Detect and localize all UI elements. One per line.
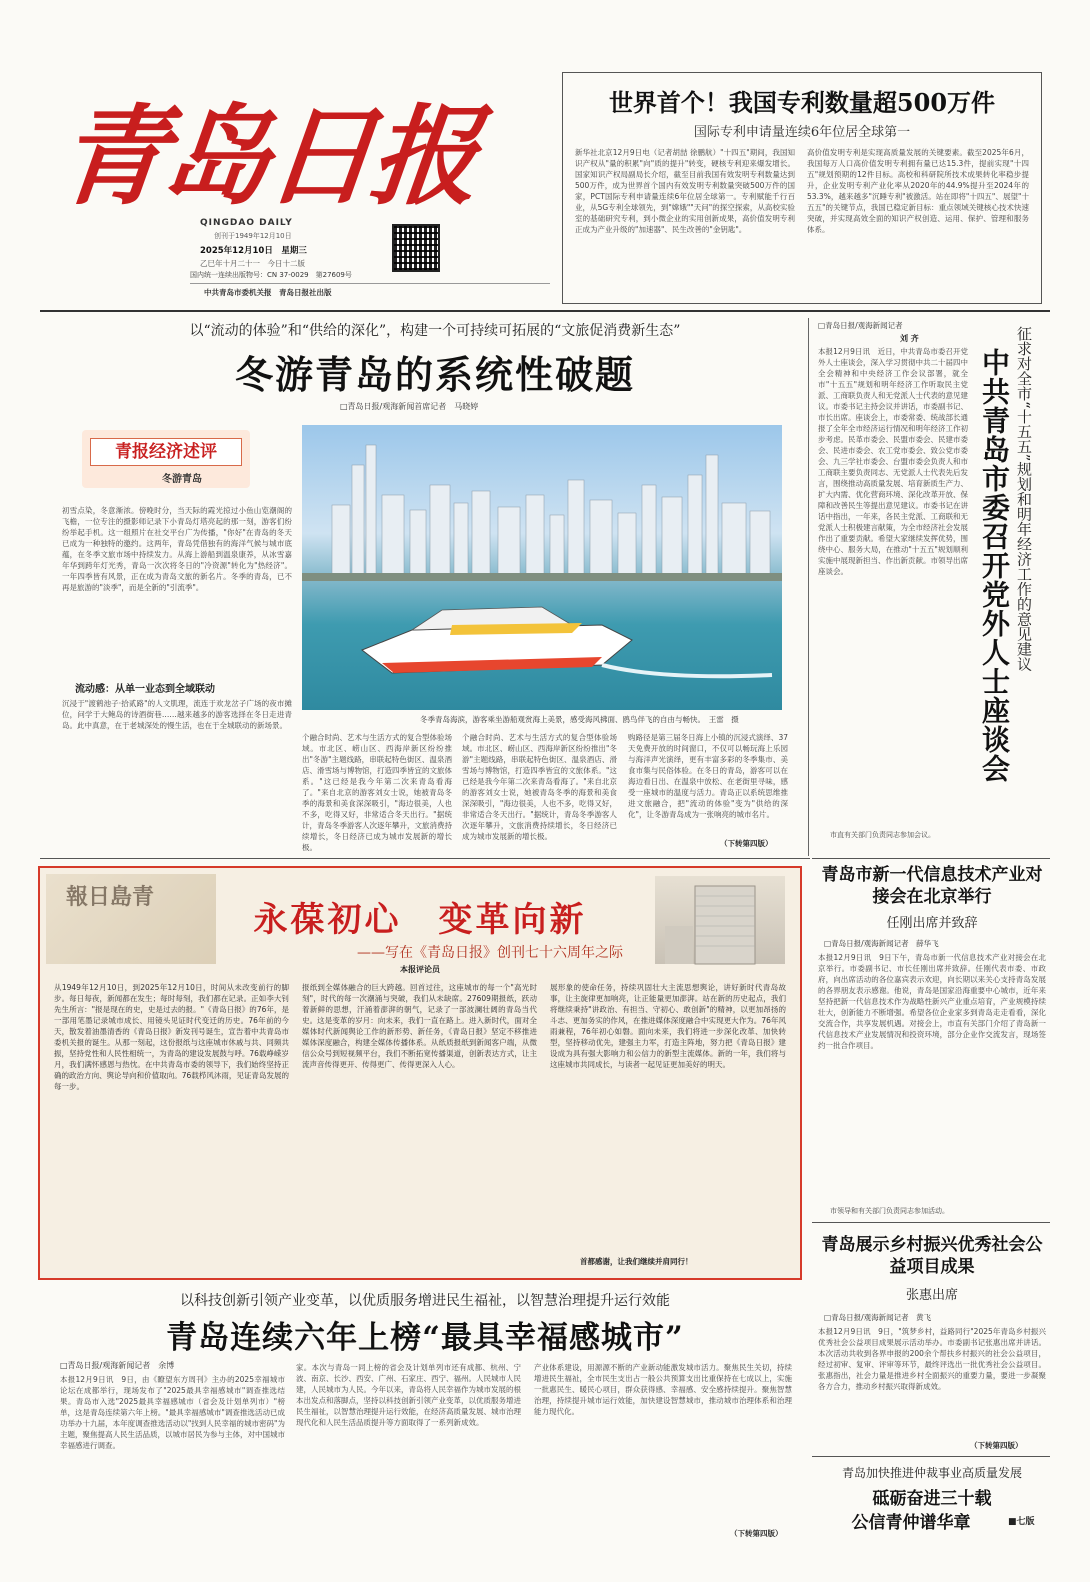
rural-subhead: 张惠出席 <box>905 1288 958 1303</box>
masthead <box>52 70 500 220</box>
winter-col3: 购路径是第三届冬日海上小镇的沉浸式演绎、37天免费开放的时间窗口，不仅可以畅玩海上乐园与海洋声光演绎，更有丰富多彩的冬季集市、美食市集与民俗体验。在冬日的青岛，游客可以在海边看日出、在温泉中放松、在老街里寻味，感受一座城市的温度与活力。青岛正以系统思维推进文旅融合，把"流动的体验"变为"供给的深化"，让冬游青岛成为一张响亮的城市名片。 <box>628 733 788 819</box>
rural-headline: 青岛展示乡村振兴优秀社会公益项目成果 <box>821 1235 1043 1277</box>
issue-number: 第27609号 <box>315 271 352 279</box>
top-right-story <box>562 72 1042 304</box>
winter-col2b: 个融合时尚、艺术与生活方式的复合型体验场域。市北区、崂山区、西海岸新区纷纷推出"冬游"主题线路，串联起特色街区、温泉酒店、滑雪场与博物馆，打造四季皆宜的文旅体系。"这已经是我今年第二次来青岛看海了。"来自北京的游客刘女士说，她被青岛冬季的海景和美食深深吸引，"海边很美，人也不多，吃得又好，非常适合冬天出行。"据统计，青岛冬季游客人次逐年攀升，文旅消费持续增长，冬日经济已成为城市发展新的增长极。 <box>462 733 617 841</box>
cppcc-reporter: 刘 齐 <box>900 334 919 343</box>
winter-byline: □青岛日报/观海新闻首席记者 马晓婷 <box>340 402 479 411</box>
masthead-publisher: 中共青岛市委机关报 青岛日报社出版 <box>204 288 332 297</box>
winter-col2: 个融合时尚、艺术与生活方式的复合型体验场域。市北区、崂山区、西海岸新区纷纷推出"冬游"主题线路，串联起特色街区、温泉酒店、滑雪场与博物馆，打造四季皆宜的文旅体系。"这已经是我今年第二次来青岛看海了。"来自北京的游客刘女士说，她被青岛冬季的海景和美食深深吸引，"海边很美，人也不多，吃得又好，非常适合冬天出行。"据统计，青岛冬季游客人次逐年攀升，文旅消费持续增长，冬日经济已成为城市发展新的增长极。 <box>302 733 452 852</box>
cppcc-closing: 市直有关部门负责同志参加会议。 <box>830 831 935 839</box>
cppcc-byline: □青岛日报/观海新闻记者 <box>818 321 903 330</box>
cppcc-subline: 征求对全市“十五五”规划和明年经济工作的意见建议 <box>1015 326 1033 672</box>
top-right-headline: 世界首个！我国专利数量超500万件 <box>608 88 996 117</box>
winter-subheading: 流动感：从单一业态到全域联动 <box>75 684 215 695</box>
winter-col1: 初雪点染，冬意渐浓。傍晚时分，当天际的霞光掠过小鱼山览潮阁的飞檐，一位专注的摄影师记录下小青岛灯塔亮起的那一刻，游客们纷纷举起手机。这一组照片在社交平台广为传播，"你好"在青岛的冬天已成为一种独特的邀约。这两年，青岛凭借独有的海洋气候与城市底蕴，在冬季文旅市场中持续发力。从海上游船到温泉康养，从冰雪嘉年华到跨年灯光秀，青岛一次次将冬日的"冷资源"转化为"热经济"。一年四季皆有风景，正在成为青岛文旅的新名片。冬季的青岛，已不再是旅游的"淡季"，而是全新的"引流季"。 <box>62 506 292 592</box>
old-masthead-art: 報日島青 <box>66 884 155 910</box>
it-forum-headline: 青岛市新一代信息技术产业对接会在北京举行 <box>821 865 1043 907</box>
happy-col3: 产业体系建设，用源源不断的产业新动能激发城市活力。聚焦民生关切，持续增进民生福祉，全市民生支出占一般公共预算支出比重保持在七成以上，实施一批惠民生、暖民心项目，群众获得感、幸福感、安全感持续提升。聚焦智慧治理，持续提升城市运行效能，加快建设智慧城市，推动城市治理体系和治理能力现代化。 <box>534 1363 792 1416</box>
economic-review-tag <box>82 430 250 488</box>
top-right-col1: 新华社北京12月9日电（记者胡喆 徐鹏航）"十四五"期间，我国知识产权从"量的积累"向"质的提升"转变，硬核专利迎来爆发增长。国家知识产权局副局长介绍，截至目前我国有效发明专利数量达到500万件，成为世界首个国内有效发明专利数量突破500万件的国家，PCT国际专利申请量连续6年位居全球第一。专利赋能千行百业，从5G专利全球领先，到"嫦娥""天问"的探空探索，从高校实验室的基础研究专利，到小微企业的实用创新成果，高价值发明专利正成为产业升级的"加速器"、民生改善的"金钥匙"。 <box>575 148 795 234</box>
happy-kicker: 以科技创新引领产业变革，以优质服务增进民生福祉，以智慧治理提升运行效能 <box>180 1293 670 1309</box>
anniversary-subhead: ——写在《青岛日报》创刊七十六周年之际 <box>357 945 623 961</box>
issue-weekday: 星期三 <box>281 246 307 256</box>
masthead-english: QINGDAO DAILY <box>200 218 293 228</box>
happy-continued: （下转第四版） <box>730 1529 783 1538</box>
winter-continued: （下转第四版） <box>720 839 773 848</box>
it-forum-closing: 市领导和有关部门负责同志参加活动。 <box>830 1207 949 1215</box>
arbitration-kicker: 青岛加快推进仲裁事业高质量发展 <box>841 1466 1022 1480</box>
masthead-date-line <box>200 244 307 256</box>
issn: 国内统一连续出版物号：CN 37-0029 <box>190 271 309 279</box>
winter-kicker: 以“流动的体验”和“供给的深化”，构建一个可持续可拓展的“文旅促消费新生态” <box>189 323 681 339</box>
arbitration-page-ref[interactable]: ■七版 <box>1008 1517 1035 1527</box>
cppcc-body: 本报12月9日讯 近日，中共青岛市委召开党外人士座谈会，深入学习贯彻中共二十届四中全会精神和中央经济工作会议部署，就全市"十五五"规划和明年经济工作听取民主党派、工商联负责人和无党派人士代表的意见建议。市委书记主持会议并讲话，市委副书记、市长出席。座谈会上，市委常委、统战部长通报了全年全市经济运行情况和明年经济工作初步考虑。民革市委会、民盟市委会、民建市委会、民进市委会、农工党市委会、致公党市委会、九三学社市委会、台盟市委会负责人和市工商联主要负责同志、无党派人士代表先后发言，围绕推动高质量发展、培育新质生产力、扩大内需、优化营商环境、深化改革开放、保障和改善民生等提出意见建议。市委书记在讲话中指出，一年来，各民主党派、工商联和无党派人士积极建言献策，为全市经济社会发展作出了重要贡献。希望大家继续发挥优势，围绕中心、服务大局，在推动"十五五"规划顺利实施中展现新担当、作出新贡献。市领导出席座谈会。 <box>818 347 968 576</box>
arbitration-line2: 砥砺奋进三十载 <box>872 1489 992 1509</box>
photo-caption: 冬季青岛海滨，游客乘坐游船观赏海上美景，感受海风拂面、鸥鸟伴飞的自由与畅快。 王雷 摄 <box>420 715 739 724</box>
anniversary-col3: 展形象的使命任务，持续巩固壮大主流思想舆论，讲好新时代青岛故事，让主旋律更加响亮，让正能量更加澎湃。站在新的历史起点，我们将继续秉持"讲政治、有担当、守初心、敢创新"的精神，以更加昂扬的斗志、更加务实的作风，在推进媒体深度融合中实现更大作为。76年风雨兼程，76年初心如磐。面向未来，我们将进一步深化改革、加快转型，坚持移动优先，建强主力军，打造主阵地，努力把《青岛日报》建设成为具有强大影响力和公信力的新型主流媒体。新的一年，我们将与这座城市共同成长，与读者一起见证更加美好的明天。 <box>550 983 786 1069</box>
masthead-title: 青岛日报 <box>52 94 482 220</box>
anniversary-headline: 永葆初心 变革向新 <box>253 900 587 940</box>
it-forum-subhead: 任刚出席并致辞 <box>886 916 978 931</box>
rural-body: 本报12月9日讯 9日，"筑梦乡村，益路同行"2025年青岛乡村振兴优秀社会公益项目成果展示活动举办。市委副书记张惠出席并讲话。本次活动共收到各界申报的200余个帮扶乡村振兴的社会公益项目，经过初审、复审、评审等环节，最终评选出一批优秀社会公益项目。张惠指出，社会力量是推进乡村全面振兴的重要力量，要进一步凝聚各方合力，推动乡村振兴取得新成效。 <box>818 1327 1046 1391</box>
winter-photo <box>302 425 782 710</box>
economic-review-tag-sub: 冬游青岛 <box>162 474 202 485</box>
arbitration-line3: 公信青仲谱华章 <box>851 1513 971 1533</box>
happy-col1: 本报12月9日讯 9日，由《瞭望东方周刊》主办的2025幸福城市论坛在成都举行，现场发布了"2025最具幸福感城市"调查推选结果。青岛市入选"2025最具幸福感城市（省会及计划单列市）"榜单，这是青岛连续第六年上榜。"最具幸福感城市"调查推选活动已成功举办十九届，本年度调查推选活动以"找到人民幸福的城市密码"为主题，聚焦提高人民生活品质，以城市居民为参与主体，对中国城市幸福感进行调查。 <box>60 1375 285 1450</box>
anniversary-closing: 首都感谢，让我们继续并肩同行！ <box>580 1257 693 1266</box>
top-right-subhead: 国际专利申请量连续6年位居全球第一 <box>693 125 911 140</box>
rural-continued: （下转第四版） <box>970 1441 1023 1450</box>
winter-headline: 冬游青岛的系统性破题 <box>234 352 635 397</box>
masthead-founded: 创刊于1949年12月10日 <box>214 232 292 240</box>
skyline-illustration <box>302 425 782 710</box>
qr-code <box>392 224 440 272</box>
it-forum-body: 本报12月9日讯 9日下午，青岛市新一代信息技术产业对接会在北京举行。市委副书记、市长任刚出席并致辞。任刚代表市委、市政府，向出席活动的各位嘉宾表示欢迎，向长期以来关心支持青岛发展的各界朋友表示感谢。他说，青岛是国家沿海重要中心城市，近年来坚持把新一代信息技术作为战略性新兴产业重点培育，产业规模持续壮大，创新能力不断增强。希望各位企业家多到青岛走走看看，深化交流合作，共享发展机遇。对接会上，市直有关部门介绍了青岛新一代信息技术产业发展情况和投资环境，部分企业作交流发言，现场签约一批合作项目。 <box>818 953 1046 1050</box>
masthead-issn-line <box>190 270 352 280</box>
happy-headline: 青岛连续六年上榜“最具幸福感城市” <box>166 1320 684 1356</box>
anniversary-editorial <box>38 866 802 1280</box>
anniversary-byline: 本报评论员 <box>400 965 440 974</box>
winter-col1b: 沉浸于"渡鹤池子·拾贰路"的人文肌理，流连于欢龙岔子广场的夜市摊位，问学于大鲍岛的诗酒街巷……越来越多的游客选择在冬日走进青岛。此中真意，在于老城深处的慢生活，也在于全城联动的新场景。 <box>62 699 292 730</box>
page-count: 今日十二版 <box>267 259 305 268</box>
top-right-col2: 高价值发明专利是实现高质量发展的关键要素。截至2025年6月，我国每万人口高价值发明专利拥有量已达15.3件，提前实现"十四五"规划预期的12件目标。高校和科研院所技术成果转化率稳步提升，企业发明专利产业化率从2020年的44.9%提升至2024年的53.3%，越来越多"沉睡专利"被激活。站在即将"十四五"、展望"十五五"的关键节点，我国已稳定新目标：重点领域关键核心技术快速突破，并实现高效全面的知识产权创造、运用、保护、管理和服务体系。 <box>807 148 1029 234</box>
rural-byline: □青岛日报/观海新闻记者 黄飞 <box>824 1313 932 1322</box>
happy-col2: 家。本次与青岛一同上榜的省会及计划单列市还有成都、杭州、宁波、南京、长沙、西安、广州、石家庄、西宁、福州。人民城市人民建，人民城市为人民。今年以来，青岛将人民幸福作为城市发展的根本出发点和落脚点，坚持以科技创新引领产业变革，以优质服务增进民生福祉，以智慧治理提升运行效能，在经济高质量发展、城市治理现代化和人民生活品质提升等方面取得了一系列新成效。 <box>296 1363 521 1427</box>
lunar-date: 乙巳年十月二十一 <box>200 259 260 268</box>
anniversary-col1: 从1949年12月10日，到2025年12月10日，时间从未改变前行的脚步。每日每夜，新闻都在发生；每时每刻，我们都在记录。正如李大钊先生所言："报是现在的史，史是过去的报。"《青岛日报》的76年，是一部用笔墨记录城市成长、用镜头见证时代变迁的历史。76年前的今天，散发着油墨清香的《青岛日报》新发刊号诞生，宣告着中共青岛市委机关报的诞生。从那一刻起，这份报纸与这座城市休戚与共、同频共振，坚持党性和人民性相统一，为青岛的建设发展鼓与呼。76载峥嵘岁月，我们满怀感恩与热忱。在中共青岛市委的领导下，我们始终坚持正确的政治方向、舆论导向和价值取向。76载栉风沐雨，见证青岛发展的每一步。 <box>54 983 289 1091</box>
anniversary-col2: 报纸到全媒体融合的巨大跨越。回首过往，这座城市的每一个"高光时刻"，时代的每一次潮涌与突破，我们从未缺席。27609期报纸，跃动着新鲜的思想，汗涌着澎湃的朝气，记录了一部波澜壮阔的青岛当代史。这是变革的岁月：向未来，我们一直在路上。进入新时代，面对全媒体时代新闻舆论工作的新形势、新任务，《青岛日报》坚定不移推进媒体深度融合，构建全媒体传播体系。从纸质报纸到新闻客户端，从微信公众号到短视频平台，我们不断拓宽传播渠道，创新表达方式，让主流声音传得更开、传得更广、传得更深入人心。 <box>302 983 537 1069</box>
masthead-lunar-line <box>200 258 305 269</box>
issue-date: 2025年12月10日 <box>200 246 273 256</box>
happy-byline: □青岛日报/观海新闻记者 余博 <box>60 1361 175 1370</box>
cppcc-headline: 中共青岛市委召开党外人士座谈会 <box>978 348 1011 783</box>
it-forum-byline: □青岛日报/观海新闻记者 薛华飞 <box>824 939 939 948</box>
economic-review-tag-title: 青报经济述评 <box>90 438 242 466</box>
